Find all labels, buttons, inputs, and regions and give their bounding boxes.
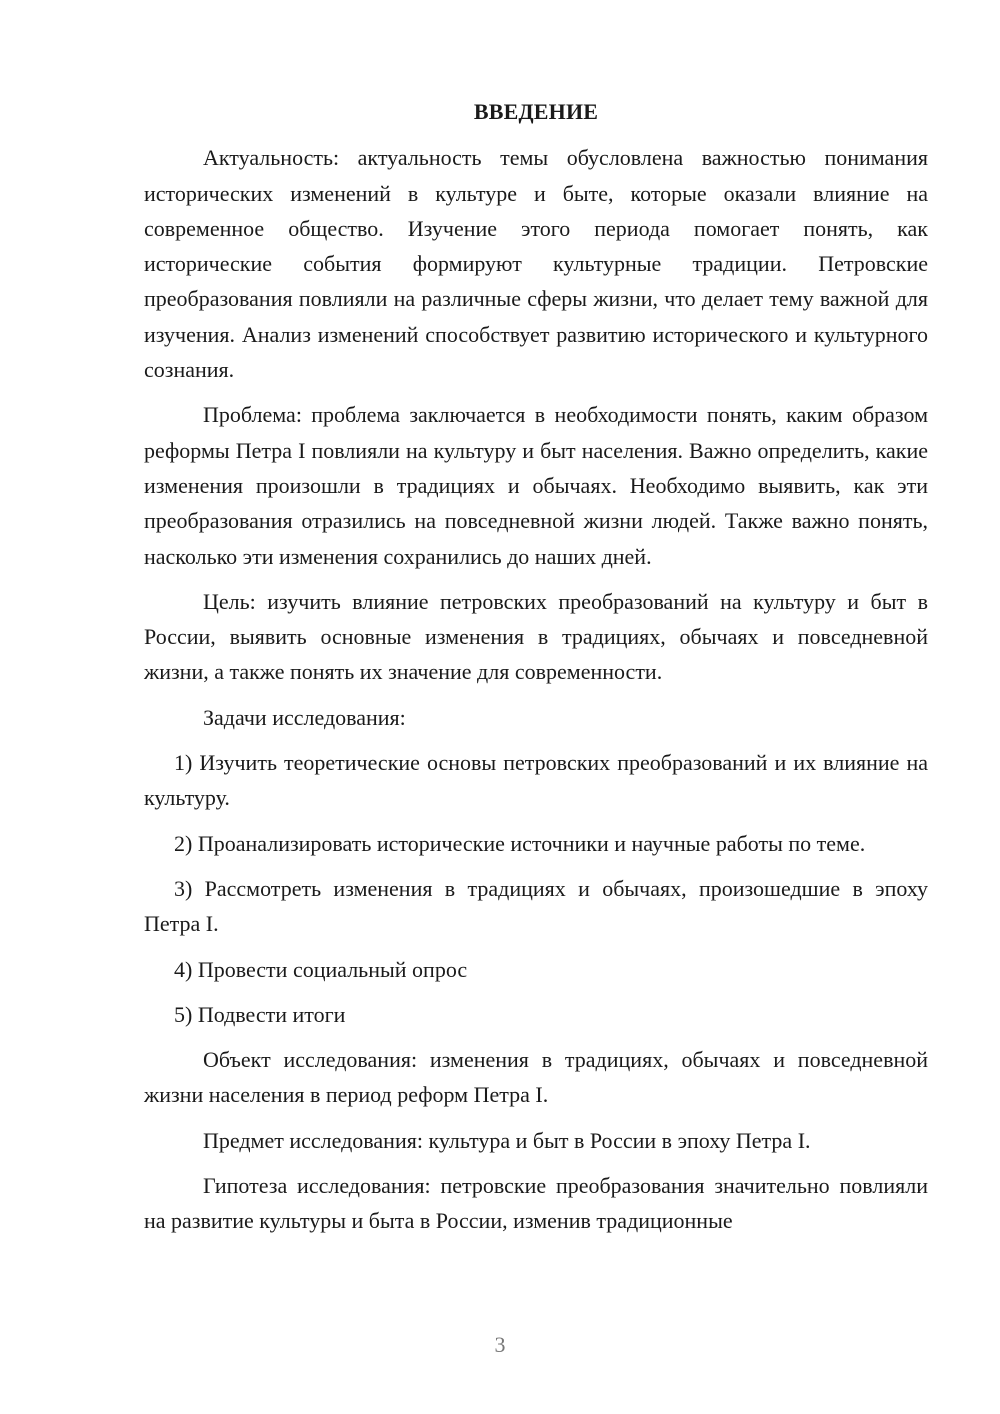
task-item-2: 2) Проанализировать исторические источники и научные работы по теме. [174, 830, 866, 856]
hypothesis-paragraph: Гипотеза исследования: петровские преобразования значительно повлияли на развитие культуры и быта в России, изменив традиционные [144, 1173, 928, 1234]
goal-paragraph: Цель: изучить влияние петровских преобразований на культуру и быт в России, выявить основные изменения в традициях, обычаях и повседневной жизни, а также понять их значение для современности. [144, 588, 928, 685]
subject-paragraph: Предмет исследования: культура и быт в России в эпоху Петра I. [203, 1127, 811, 1153]
page-number: 3 [494, 1332, 506, 1357]
object-paragraph: Объект исследования: изменения в традициях, обычаях и повседневной жизни населения в период реформ Петра I. [144, 1047, 928, 1108]
problem-paragraph: Проблема: проблема заключается в необходимости понять, каким образом реформы Петра I повлияли на культуру и быт населения. Важно определить, какие изменения произошли в традициях и обычаях. Необходимо выявить, как эти преобразования отразились на повседневной жизни людей. Также важно понять, насколько эти изменения сохранились до наших дней. [144, 402, 928, 569]
task-item-1: 1) Изучить теоретические основы петровских преобразований и их влияние на культуру. [144, 750, 928, 811]
task-item-3: 3) Рассмотреть изменения в традициях и обычаях, произошедшие в эпоху Петра I. [144, 875, 928, 937]
page-content [144, 94, 928, 1239]
relevance-paragraph: Актуальность: актуальность темы обусловлена важностью понимания исторических изменений в культуре и быте, которые оказали влияние на современное общество. Изучение этого периода помогает понять, как исторические события формируют культурные традиции. Петровские преобразования повлияли на различные сферы жизни, что делает тему важной для изучения. Анализ изменений способствует развитию исторического и культурного сознания. [144, 145, 928, 383]
task-item-4: 4) Провести социальный опрос [174, 956, 468, 982]
section-heading: ВВЕДЕНИЕ [473, 99, 599, 124]
task-item-5: 5) Подвести итоги [174, 1001, 346, 1027]
tasks-heading: Задачи исследования: [203, 704, 406, 730]
